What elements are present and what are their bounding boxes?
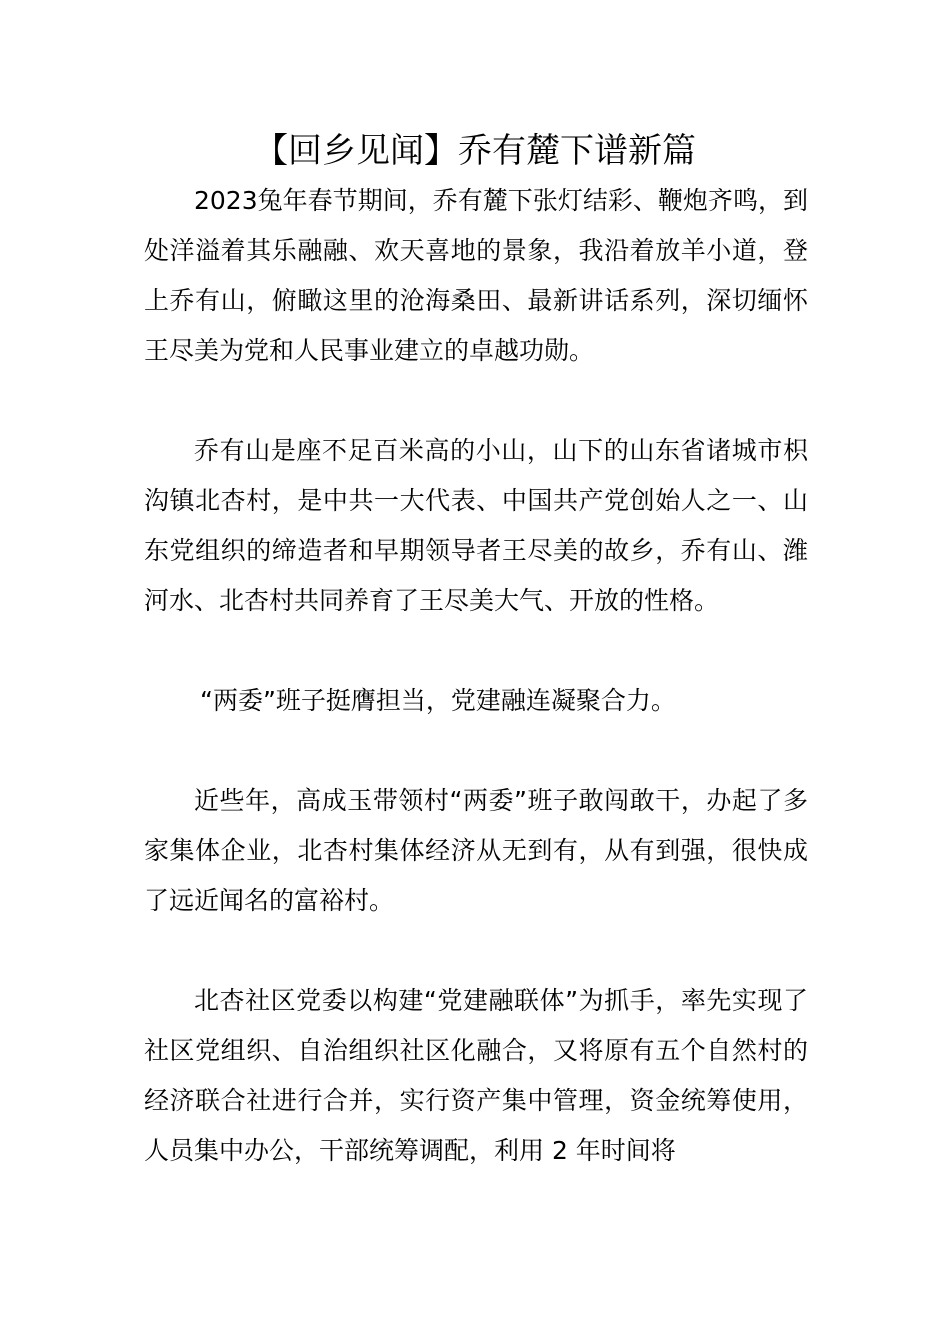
section-heading: “两委”班子挺膺担当，党建融连凝聚合力。 [200, 686, 676, 715]
paragraph-spacer [144, 376, 808, 426]
paragraph-1: 2023兔年春节期间，乔有麓下张灯结彩、鞭炮齐鸣，到处洋溢着其乐融融、欢天喜地的景象，我沿着放羊小道，登上乔有山，俯瞰这里的沧海桑田、最新讲话系列，深切缅怀王尽美为党和人民事业建立的卓越功勋。 [144, 186, 808, 365]
paragraph-spacer [144, 726, 808, 776]
paragraph-3: 近些年，高成玉带领村“两委”班子敢闯敢干，办起了多家集体企业，北杏村集体经济从无到有，从有到强，很快成了远近闻名的富裕村。 [144, 786, 808, 915]
paragraph-spacer [144, 626, 808, 676]
document-body [144, 176, 808, 1176]
document-title: 【回乡见闻】乔有麓下谱新篇 [254, 131, 696, 171]
paragraph-2: 乔有山是座不足百米高的小山，山下的山东省诸城市枳沟镇北杏村，是中共一大代表、中国共产党创始人之一、山东党组织的缔造者和早期领导者王尽美的故乡，乔有山、潍河水、北杏村共同养育了王尽美大气、开放的性格。 [144, 436, 808, 615]
paragraph-spacer [144, 926, 808, 976]
paragraph-4: 北杏社区党委以构建“党建融联体”为抓手，率先实现了社区党组织、自治组织社区化融合，又将原有五个自然村的经济联合社进行合并，实行资产集中管理，资金统筹使用，人员集中办公，干部统筹调配，利用 2 年时间将 [144, 986, 808, 1165]
